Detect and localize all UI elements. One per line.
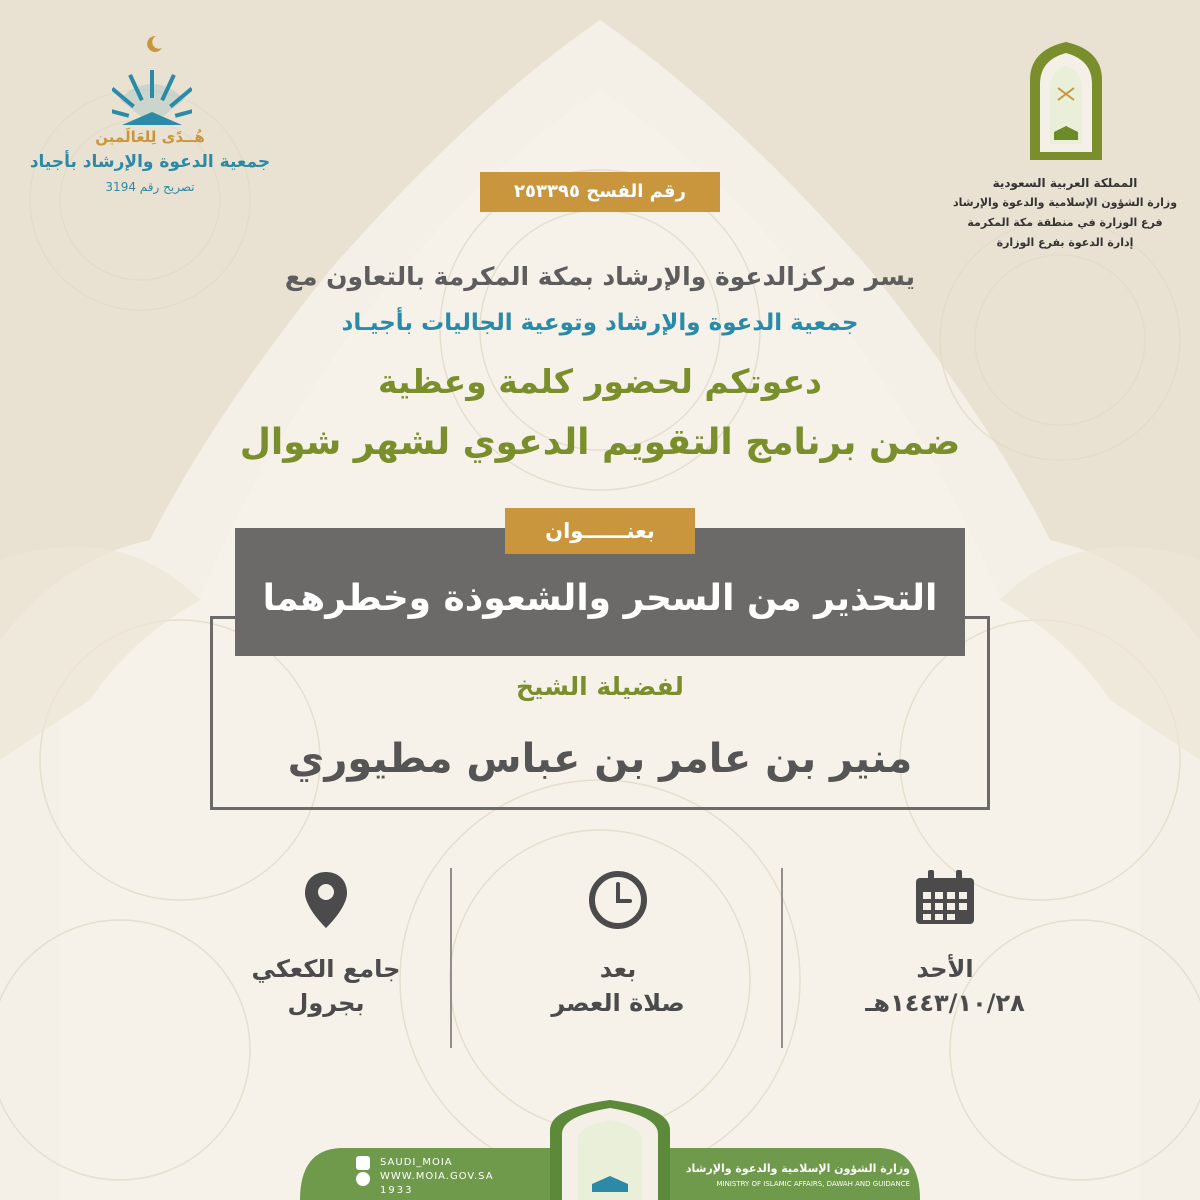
ministry-branch: فرع الوزارة في منطقة مكة المكرمة [967,216,1163,229]
ministry-emblem-icon [1026,40,1106,160]
footer-ministry-ar: وزارة الشؤون الإسلامية والدعوة والإرشاد [685,1162,910,1175]
title-label-badge: بعنــــــوان [505,508,695,554]
permit-number-badge: رقم الفسح ٢٥٣٣٩٥ [480,172,720,212]
calendar-icon [914,870,976,926]
sun-rays-logo-icon [112,30,192,130]
footer-ministry-en: MINISTRY OF ISLAMIC AFFAIRS, DAWAH AND GUIDANCE [716,1180,910,1188]
location-column [186,870,466,1020]
ministry-department: إدارة الدعوة بفرع الوزارة [996,236,1134,249]
location-pin-icon [303,870,349,930]
event-time: صلاة العصر [551,989,685,1017]
ministry-logo [950,40,1180,260]
column-divider [781,868,783,1048]
website-link[interactable]: WWW.MOIA.GOV.SA [380,1171,494,1182]
lecture-title: التحذير من السحر والشعوذة وخطرهما [262,578,938,619]
phone-number: 1933 [380,1185,414,1196]
social-handle[interactable]: SAUDI_MOIA [380,1157,453,1168]
sheikh-name: منير بن عامر بن عباس مطيوري [287,736,913,782]
announcement-line-4: ضمن برنامج التقويم الدعوي لشهر شوال [239,422,961,463]
event-date: ١٤٤٣/١٠/٢٨هـ [865,989,1025,1017]
ministry-country: المملكة العربية السعودية [992,176,1138,190]
date-column [805,870,1085,1020]
event-venue: جامع الكعكي [251,955,401,983]
clock-icon [588,870,648,930]
brand-mark: هُــدًى لِلعَالَمين [95,128,205,146]
social-media-icon [356,1156,370,1170]
social-icons [356,1156,376,1186]
sheikh-label: لفضيلة الشيخ [516,672,684,701]
announcement-line-2: جمعية الدعوة والإرشاد وتوعية الجاليات بأجيـاد [341,310,859,336]
announcement-line-3: دعوتكم لحضور كلمة وعظية [378,362,822,401]
association-logo [20,30,280,200]
association-permit: تصريح رقم 3194 [105,180,195,194]
event-day: الأحد [916,955,974,983]
ministry-name: وزارة الشؤون الإسلامية والدعوة والإرشاد [952,196,1178,209]
event-district: بجرول [287,989,365,1017]
time-column [478,870,758,1020]
association-name: جمعية الدعوة والإرشاد بأجياد [29,152,271,172]
web-icon [356,1172,370,1186]
event-time-prefix: بعد [599,955,637,983]
announcement-line-1: يسر مركزالدعوة والإرشاد بمكة المكرمة بالتعاون مع [284,262,916,291]
